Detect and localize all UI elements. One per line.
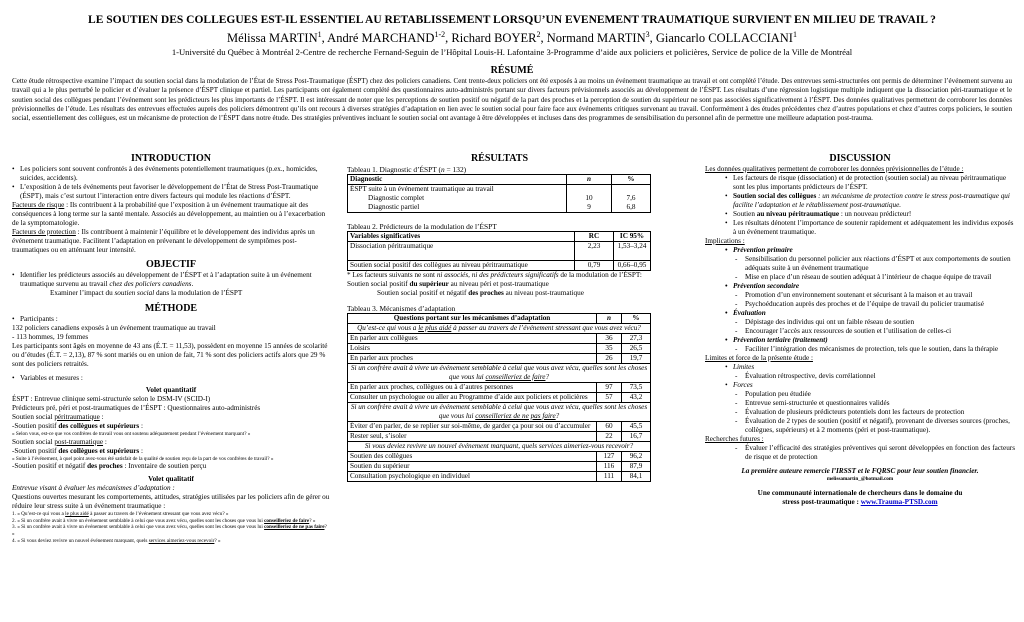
- t3-answer: Soutien du supérieur: [348, 462, 597, 472]
- volet-quantitatif-heading: Volet quantitatif: [145, 386, 197, 394]
- question-3: [12, 524, 330, 537]
- t1-cell: [348, 185, 567, 213]
- ev-item-1: - Dépistage des individus qui ont un faible réseau de soutien: [705, 318, 1015, 327]
- t3-question-part: Si un confrère avait à vivre un événement semblable à celui que vous avez vécu, quelles sont les choses que vous lui: [350, 403, 648, 420]
- rf-item-1: - Évaluer l’efficacité des stratégies préventives qui seront développées en fonction des facteurs de risque et de protection: [705, 444, 1015, 462]
- column-middle: [347, 153, 652, 482]
- t3-pct: 27,3: [622, 334, 651, 344]
- abstract-text: Cette étude rétrospective examine l’impact du soutien social dans la modulation de l’État de Stress Post-Traumatique (ÉSPT) chez des policiers canadiens. Cent trente-deux policiers ont été exposés à au moins un événement traumatique au travail et ont complété l’étude. Des entrevues semi-structurées ont permis de déterminer l’événement survenu au travail qui a le plus perturbé le policier et d’évaluer la présence d’ÉSPT clinique et partiel. Les participants ont également complété des questionnaires auto-administrés portant sur divers facteurs prévisionnels associés au développement de l’ÉSPT. Les résultats d’une régression logistique multiple indiquent que la dissociation péri-traumatique et le soutien social des collègues pendant l’événement sont les prédicteurs les plus importants de l’ÉSPT. Il est intéressant de noter que les perceptions de soutien positif ou négatif de la part des proches et la perception de soutien du supérieur ne sont pas associées significativement à l’ÉSPT. Des données qualitatives permettent de corroborer les données prévisionnelles de l’étude. Les résultats des entrevues effectuées auprès des policiers démontrent qu’ils ont recours à diverses stratégies d’adaptation en lien avec le soutien social pour faire face aux événements critiques survenant au travail. Conformément à des études précédentes chez d’autres populations et chez d’autres corps policiers, le soutien social, essentiellement des collègues, est un mécanisme de protection de l’ÉSPT dans notre étude. Des stratégies préventives incluant le soutien social ont avantage à être développées et incluses dans des programmes de sensibilisation du personnel afin de permettre une meilleure adaptation post-trauma.: [12, 77, 1012, 123]
- discussion-bullet-4: • Les résultats dénotent l’importance de soutenir rapidement et adéquatement les individus exposés à un événement traumatique.: [705, 219, 1015, 237]
- thanks-text: La première auteure remercie l’IRSST et le FQRSC pour leur soutien financier.: [741, 467, 979, 475]
- objectif-line-2: [12, 289, 330, 298]
- d3b: au niveau péritraumatique: [756, 210, 840, 218]
- variables-label: • Variables et mesures :: [12, 374, 330, 383]
- t1-row-0: ÉSPT suite à un événement traumatique au travail: [350, 185, 494, 193]
- author-separator: ,: [321, 31, 328, 46]
- t3-question-part: le plus aidé: [418, 324, 452, 332]
- methode-heading: MÉTHODE: [144, 303, 198, 314]
- d2b: : un mécanisme de protection contre le stress post-traumatique qui facilite l’adaptation et le rétablissement post-traumatique.: [733, 192, 1010, 209]
- q2a: 2. « Si un confrère avait à vivre un événement semblable à celui que vous avez vécu, quelles sont les choses que vous lui: [12, 517, 265, 524]
- t3-answer: Éviter d’en parler, de se replier sur soi-même, de garder ça pour soi ou d’accumuler: [348, 422, 597, 432]
- q4b: services aimeriez-vous recevoir: [148, 537, 215, 544]
- introduction-heading: INTRODUCTION: [130, 153, 211, 164]
- author-affiliation-number: 2: [536, 30, 541, 39]
- d3c: : un nouveau prédicteur!: [839, 210, 912, 218]
- q3c: ? »: [12, 524, 327, 537]
- vq3b: péritraumatique: [54, 413, 100, 421]
- vq-line-4: [12, 422, 330, 431]
- t3-n: 97: [597, 383, 622, 393]
- vq6a: Soutien social: [12, 437, 55, 446]
- risk-factors-label: Facteurs de risque: [12, 201, 65, 209]
- community-line-1: Une communauté internationale de chercheurs dans le domaine du: [757, 488, 963, 497]
- t3-answer: Loisirs: [348, 344, 597, 354]
- vq6b: post-traumatique: [54, 437, 104, 446]
- vq4b: des collègues et supérieurs: [58, 422, 140, 430]
- t3-answer: Soutien des collègues: [348, 452, 597, 462]
- t3-question-part: Qu’est-ce qui vous a: [357, 324, 419, 332]
- table-row: [348, 432, 651, 442]
- author-name: Giancarlo COLLACCIANI: [655, 31, 793, 46]
- objectif-l2a: Examiner l’impact du: [50, 289, 115, 297]
- q1a: 1. « Qu’est-ce qui vous a: [12, 511, 66, 518]
- q3a: 3. « Si un confrère avait à vivre un événement semblable à celui que vous avez vécu, quelles sont les choses que vous lui: [12, 524, 265, 531]
- vq-line-1: ÉSPT : Entrevue clinique semi-structurée selon le DSM-IV (SCID-I): [12, 395, 211, 403]
- author-name: Normand MARTIN: [546, 31, 646, 46]
- t1-cap-b: = 132): [444, 165, 467, 174]
- fo-item-2: - Entrevue semi-structurée et questionnaires validés: [705, 399, 1015, 408]
- vq-line-8: « Suite à l’événement, à quel point avez-vous été satisfait de la qualité de soutien reçu de la part de vos confrères de travail? »: [12, 455, 274, 462]
- author-affiliation-number: 1-2: [434, 30, 446, 39]
- affiliations: 1-Université du Québec à Montréal 2-Centre de recherche Fernand-Seguin de l’Hôpital Louis-H. Lafontaine 3-Programme d’aide aux policiers et policières, Service de police de la Ville de Montréal: [171, 47, 853, 58]
- t3-question-part: ?: [545, 373, 550, 381]
- discussion-bullet-3: [705, 210, 1015, 219]
- t3-question: [348, 442, 651, 452]
- table-3-caption: Tableau 3. Mécanismes d’adaptation: [347, 304, 456, 313]
- vl-line-2: Questions ouvertes mesurant les comportements, attitudes, stratégies utilisées par les policiers afin de gérer ou réduire leur stress suite à un événement traumatique :: [12, 493, 330, 511]
- vq-line-9: [12, 462, 330, 471]
- t2-r2-rc: 0,79: [575, 261, 614, 271]
- table-row: [348, 354, 651, 364]
- note1a: * Les facteurs suivants ne sont: [347, 271, 437, 279]
- t3-n: 26: [597, 354, 622, 364]
- t3-pct: 84,1: [622, 472, 651, 482]
- t3-pct: 26,5: [622, 344, 651, 354]
- prevention-tertiaire: • Prévention tertiaire (traitement): [705, 336, 1015, 345]
- table-3: [347, 313, 651, 482]
- table-row: [348, 452, 651, 462]
- abstract-heading: RÉSUMÉ: [490, 65, 534, 76]
- question-1: [12, 511, 330, 518]
- participants-label: • Participants :: [12, 315, 330, 324]
- objectif-l2b: soutien social: [114, 289, 155, 297]
- t1-row-1-n: 10: [585, 194, 593, 202]
- pp-item-1: - Sensibilisation du personnel policier aux réactions d’ÉSPT et aux comportements de soutien adéquats suite à un événement traumatique: [705, 255, 1015, 273]
- protective-factors: [12, 228, 330, 255]
- author-list: [0, 27, 1024, 46]
- vq4c: :: [139, 422, 143, 430]
- pt-item-1: - Faciliter l’intégration des mécanismes de protection, tels que le soutien, dans la thérapie: [705, 345, 1015, 354]
- t1-row-2-label: Diagnostic partiel: [368, 203, 420, 211]
- d2a: Soutien social des collègues: [733, 192, 817, 200]
- author-separator: ,: [649, 31, 656, 46]
- t2-r2-label: Soutien social positif des collègues au niveau péritraumatique: [348, 261, 575, 271]
- t1-head-pct: %: [612, 175, 651, 185]
- author-affiliation-number: 1: [792, 30, 797, 39]
- t3-n: 57: [597, 393, 622, 403]
- table-row: [348, 232, 651, 242]
- t3-n: 36: [597, 334, 622, 344]
- participants-line-3: Les participants sont âgés en moyenne de 43 ans (É.T. = 11,53), possèdent en moyenne 15 années de scolarité ou d’études (É.T. = 2,13), 87 % sont mariés ou en union de fait, 71 % sont des policiers actifs alors que 29 % sont des policiers retraités.: [12, 342, 328, 368]
- table-row: [348, 422, 651, 432]
- note1e: au niveau péri et post-traumatique: [448, 280, 549, 288]
- vq6c: :: [103, 437, 107, 446]
- pp-item-2: - Mise en place d’un réseau de soutien adéquat à l’intérieur de chaque équipe de travail: [705, 273, 1015, 282]
- author-name: André MARCHAND: [327, 31, 435, 46]
- question-4: [12, 538, 330, 545]
- vq-line-6: [12, 438, 330, 447]
- t3-n: 127: [597, 452, 622, 462]
- t3-answer: Consulter un psychologue ou aller au Programme d’aide aux policiers et policières: [348, 393, 597, 403]
- t3-answer: En parler aux proches, collègues ou à d’autres personnes: [348, 383, 597, 393]
- resultats-heading: RÉSULTATS: [470, 153, 529, 164]
- vl-line-1: Entrevue visant à évaluer les mécanismes d’adaptation :: [12, 484, 175, 493]
- q4c: ? »: [214, 537, 221, 544]
- t3-head-pct: %: [622, 314, 651, 324]
- t1-cell: [567, 185, 612, 213]
- abstract-section: [12, 65, 1012, 123]
- q2c: ? »: [309, 517, 316, 524]
- author-email: melissamartin_@hotmail.com: [826, 476, 894, 482]
- note1b: ni associés, ni des prédicteurs significatifs: [436, 271, 559, 279]
- table-row: [348, 393, 651, 403]
- t3-n: 111: [597, 472, 622, 482]
- table-row: [348, 442, 651, 452]
- t3-question-part: conseilleriez de faire: [485, 373, 546, 381]
- fo-item-1: - Population peu étudiée: [705, 390, 1015, 399]
- objectif-bullet: [12, 271, 330, 289]
- limites-label: Limites et force de la présente étude :: [705, 354, 813, 362]
- t3-pct: 19,7: [622, 354, 651, 364]
- t3-pct: 87,9: [622, 462, 651, 472]
- author-separator: ,: [540, 31, 547, 46]
- t1-row-1-label: Diagnostic complet: [368, 194, 425, 202]
- trauma-ptsd-link[interactable]: www.Trauma-PTSD.com: [860, 497, 938, 506]
- vq7b: des collègues et supérieurs: [58, 446, 140, 455]
- t3-answer: En parler aux proches: [348, 354, 597, 364]
- table-row: [348, 472, 651, 482]
- note2c: au niveau post-traumatique: [503, 289, 584, 297]
- t1-head-diagnostic: Diagnostic: [348, 175, 567, 185]
- vq3a: Soutien social: [12, 413, 55, 421]
- objectif-heading: OBJECTIF: [145, 259, 196, 270]
- fo-item-4: - Évaluation de 2 types de soutien (positif et négatif), provenant de diverses sources (proches, collègues, supérieurs) et à 2 moments (péri et post-traumatique).: [705, 417, 1015, 435]
- t1-cap-a: Tableau 1. Diagnostic d’ÉSPT (: [347, 165, 441, 174]
- column-left: [12, 153, 330, 544]
- t3-pct: 73,5: [622, 383, 651, 393]
- table-row: [348, 185, 651, 213]
- table-row: [348, 261, 651, 271]
- table-2-note-1: [347, 271, 652, 289]
- objectif-text-a: Identifier les prédicteurs associés au développement de l’ÉSPT et à l’adaptation suite à un événement traumatique survenu au travail: [20, 271, 312, 288]
- t2-head-ic: IC 95%: [614, 232, 651, 242]
- fo-item-3: - Évaluation de plusieurs prédicteurs potentiels dont les facteurs de protection: [705, 408, 1015, 417]
- t2-r2-ic: 0,66–0,95: [614, 261, 651, 271]
- t3-pct: 45,5: [622, 422, 651, 432]
- vq4a: -Soutien positif: [12, 422, 59, 430]
- poster-header: [0, 13, 1024, 58]
- t3-n: 116: [597, 462, 622, 472]
- vq-line-5: « Selon vous, est-ce que vos confrères de travail vous ont soutenu adéquatement pendant l’événement marquant? »: [12, 431, 251, 437]
- author-affiliation-number: 3: [645, 30, 650, 39]
- t3-question-part: Si un confrère avait à vivre un événement semblable à celui que vous avez vécu, quelles sont les choses que vous lui: [350, 364, 648, 381]
- q3b: conseilleriez de ne pas faire: [264, 524, 325, 531]
- t1-row-1-pct: 7,6: [626, 194, 636, 202]
- t3-question-part: à passer au travers de l’événement stressant que vous avez vécu?: [451, 324, 641, 332]
- vq-line-3: [12, 413, 330, 422]
- risk-factors-text: : Ils contribuent à la probabilité que l’exposition à un événement traumatique ait des conséquences à long terme sur la santé mentale. Associés au développement, au maintien ou à l’exacerbation de la symptomatologie.: [12, 201, 326, 227]
- participants-line-2: - 113 hommes, 19 femmes: [12, 333, 89, 341]
- t3-question-part: Si vous deviez revivre un nouvel événement marquant, quels services aimeriez-vous recevoir?: [364, 442, 634, 450]
- evaluation: • Évaluation: [705, 309, 1015, 318]
- objectif-text-c: .: [191, 280, 194, 288]
- t3-n: 35: [597, 344, 622, 354]
- table-2-note-2: [347, 289, 652, 298]
- t2-head-var: Variables significatives: [348, 232, 575, 242]
- t3-question: [348, 364, 651, 383]
- protective-factors-label: Facteurs de protection: [12, 228, 76, 236]
- note1d: du supérieur: [409, 280, 449, 288]
- protective-factors-text: : Ils contribuent à maintenir l’équilibre et le développement des individus après un événement traumatique. Facilitent l’adaptation en prévenant le développement de symptômes post-traumatiques ou en atténuant leur intensité.: [12, 228, 315, 254]
- t2-head-rc: RC: [575, 232, 614, 242]
- volet-qualitatif-heading: Volet qualitatif: [148, 475, 194, 484]
- t3-n: 60: [597, 422, 622, 432]
- discussion-bullet-2: [705, 192, 1015, 210]
- recherches-futures-label: Recherches futures :: [705, 435, 764, 443]
- limites: • Limites: [705, 363, 1015, 372]
- ps-item-1: - Promotion d’un environnement soutenant et sécurisant à la maison et au travail: [705, 291, 1015, 300]
- discussion-bullet-1: • Les facteurs de risque (dissociation) et de protection (soutien social) au niveau péritraumatique sont les plus importants prédicteurs de l’ÉSPT.: [705, 174, 1015, 192]
- t3-pct: 96,2: [622, 452, 651, 462]
- q1b: le plus aidé: [65, 511, 89, 518]
- t3-question: [348, 324, 651, 334]
- q2b: conseilleriez de faire: [264, 517, 310, 524]
- participants-line-1: 132 policiers canadiens exposés à un événement traumatique au travail: [12, 324, 216, 332]
- t3-pct: 16,7: [622, 432, 651, 442]
- prevention-secondaire: • Prévention secondaire: [705, 282, 1015, 291]
- t1-cap-n: n: [440, 165, 445, 174]
- table-row: [348, 364, 651, 383]
- t2-r1-ic: 1,53–3,24: [614, 242, 651, 261]
- community-line-2: [705, 498, 1015, 507]
- objectif-text-b: chez des policiers canadiens: [109, 280, 192, 288]
- vq7c: :: [139, 446, 143, 455]
- table-row: [348, 334, 651, 344]
- discussion-intro: Les données qualitatives permettent de corroborer les données prévisionnelles de l’étude :: [705, 165, 964, 173]
- t3-head-q: Questions portant sur les mécanismes d’adaptation: [348, 314, 597, 324]
- table-row: [348, 324, 651, 334]
- t3-question-part: ?: [555, 412, 560, 420]
- t3-n: 22: [597, 432, 622, 442]
- q4a: 4. « Si vous deviez revivre un nouvel événement marquant, quels: [12, 537, 149, 544]
- table-1-caption: [347, 165, 652, 174]
- table-row: [348, 344, 651, 354]
- vq9a: -Soutien positif et négatif: [12, 462, 88, 471]
- risk-factors: [12, 201, 330, 228]
- author-name: Mélissa MARTIN: [227, 31, 318, 46]
- table-row: [348, 314, 651, 324]
- vq-line-7: [12, 447, 330, 456]
- table-2-caption: Tableau 2. Prédicteurs de la modulation de l’ÉSPT: [347, 222, 497, 231]
- t1-head-n: n: [567, 175, 612, 185]
- note1c: de la modulation de l’ÉSPT: Soutien social positif: [347, 271, 642, 288]
- author-separator: ,: [445, 31, 452, 46]
- intro-bullet-1: • Les policiers sont souvent confrontés à des événements potentiellement traumatiques (p.ex., homicides, suicides, accidents).: [12, 165, 330, 183]
- table-row: [348, 175, 651, 185]
- t3-answer: Rester seul, s’isoler: [348, 432, 597, 442]
- note2b: des proches: [468, 289, 504, 297]
- vq9b: des proches: [87, 462, 123, 471]
- t2-r1-label: Dissociation péritraumatique: [348, 242, 575, 261]
- t3-head-n: n: [597, 314, 622, 324]
- comm2a: stress post-traumatique :: [782, 497, 861, 506]
- ev-item-2: - Encourager l’accès aux ressources de soutien et l’utilisation de celles-ci: [705, 327, 1015, 336]
- table-row: [348, 383, 651, 393]
- intro-bullet-2: • L’exposition à de tels événements peut favoriser le développement de l’État de Stress Post-Traumatique (ÉSPT), mais c’est surtout l’interaction entre divers facteurs qui module les réactions d’ÉSPT.: [12, 183, 330, 201]
- poster-title: LE SOUTIEN DES COLLEGUES EST-IL ESSENTIEL AU RETABLISSEMENT LORSQU’UN EVENEMENT TRAUMATIQUE SURVIENT EN MILIEU DE TRAVAIL ?: [88, 14, 936, 26]
- vq9c: : Inventaire de soutien perçu: [122, 462, 207, 471]
- t3-answer: Consultation psychologique en individuel: [348, 472, 597, 482]
- t1-cell: [612, 185, 651, 213]
- author-name: Richard BOYER: [451, 31, 537, 46]
- discussion-heading: DISCUSSION: [829, 153, 891, 164]
- table-row: [348, 403, 651, 422]
- objectif-l2c: dans la modulation de l’ÉSPT: [154, 289, 243, 297]
- t1-row-2-pct: 6,8: [626, 203, 636, 211]
- ps-item-2: - Psychoéducation auprès des proches et de l’équipe de travail du policier traumatisé: [705, 300, 1015, 309]
- table-row: [348, 242, 651, 261]
- implications-label: Implications :: [705, 237, 745, 245]
- vq-line-2: Prédicteurs pré, péri et post-traumatiques de l’ÉSPT : Questionnaires auto-administrés: [12, 404, 261, 412]
- d3a: Soutien: [733, 210, 757, 218]
- table-row: [348, 462, 651, 472]
- vq3c: :: [99, 413, 104, 421]
- table-1: [347, 174, 651, 213]
- t3-question-part: conseilleriez de ne pas faire: [475, 412, 556, 420]
- t3-answer: En parler aux collègues: [348, 334, 597, 344]
- column-right: [705, 153, 1015, 507]
- forces: • Forces: [705, 381, 1015, 390]
- note2a: Soutien social positif et négatif: [377, 289, 469, 297]
- t1-row-2-n: 9: [587, 203, 591, 211]
- li-item-1: - Évaluation rétrospective, devis corrélationnel: [705, 372, 1015, 381]
- q1c: à passer au travers de l’événement stressant que vous avez vécu? »: [88, 511, 229, 518]
- t3-pct: 43,2: [622, 393, 651, 403]
- table-2: [347, 231, 651, 271]
- prevention-primaire: • Prévention primaire: [705, 246, 1015, 255]
- t3-question: [348, 403, 651, 422]
- author-affiliation-number: 1: [317, 30, 322, 39]
- vq7a: -Soutien positif: [12, 446, 59, 455]
- t2-r1-rc: 2,23: [575, 242, 614, 261]
